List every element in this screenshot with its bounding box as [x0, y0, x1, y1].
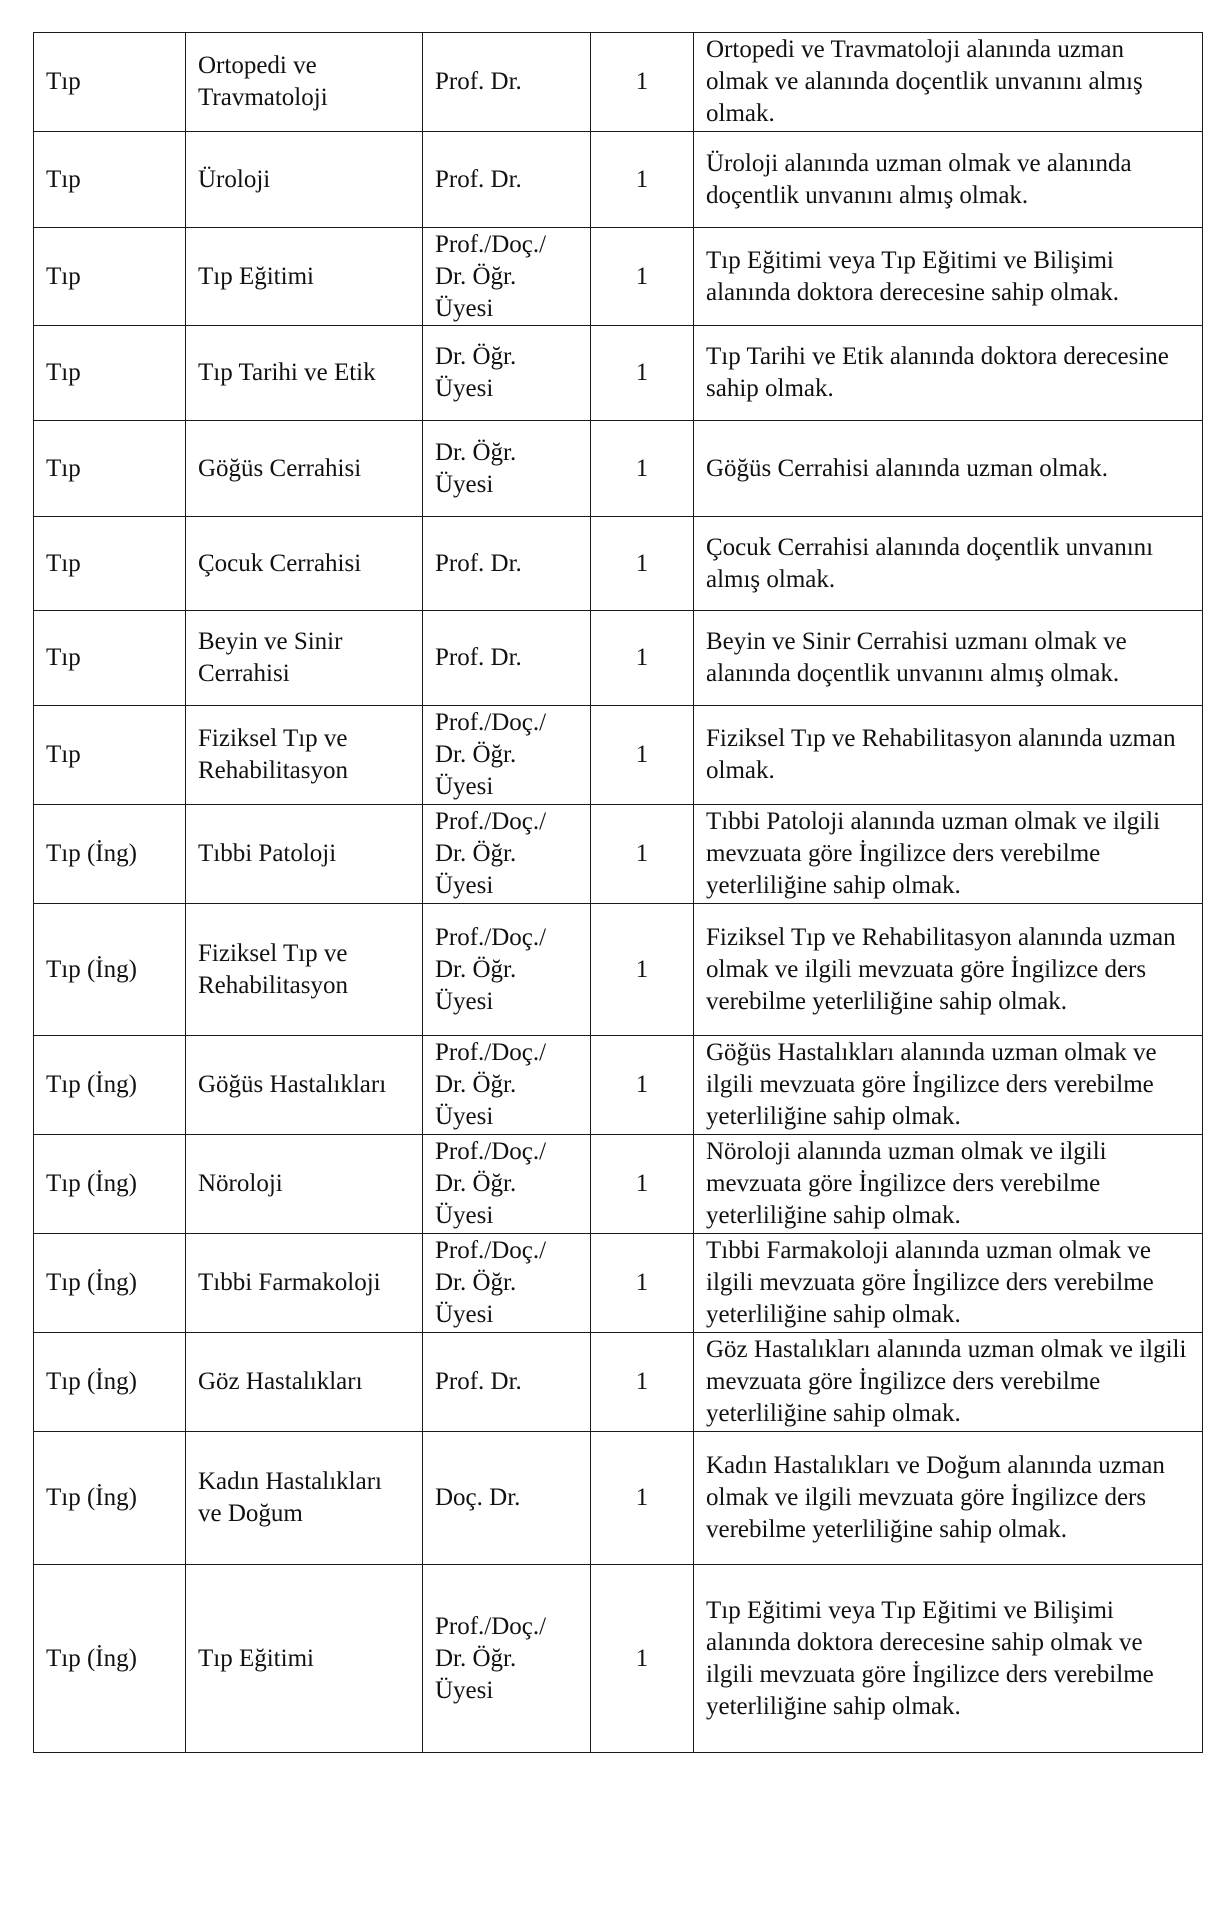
- faculty-cell: Tıp (İng): [34, 904, 186, 1036]
- title-cell: Prof./Doç./ Dr. Öğr. Üyesi: [423, 1565, 591, 1753]
- requirement-cell: Tıp Tarihi ve Etik alanında doktora derecesine sahip olmak.: [694, 326, 1203, 421]
- department-cell: Göğüs Cerrahisi: [186, 421, 423, 517]
- faculty-cell: Tıp (İng): [34, 1333, 186, 1432]
- table-row: [34, 805, 1203, 904]
- title-cell: Dr. Öğr. Üyesi: [423, 421, 591, 517]
- title-cell: Prof./Doç./ Dr. Öğr. Üyesi: [423, 228, 591, 326]
- count-cell: 1: [591, 326, 694, 421]
- positions-table: [33, 32, 1203, 1753]
- count-cell: 1: [591, 228, 694, 326]
- faculty-cell: Tıp (İng): [34, 805, 186, 904]
- count-cell: 1: [591, 517, 694, 611]
- department-cell: Tıbbi Patoloji: [186, 805, 423, 904]
- title-cell: Prof./Doç./ Dr. Öğr. Üyesi: [423, 1036, 591, 1135]
- faculty-cell: Tıp: [34, 706, 186, 805]
- faculty-cell: Tıp (İng): [34, 1234, 186, 1333]
- table-row: [34, 904, 1203, 1036]
- requirement-cell: Fiziksel Tıp ve Rehabilitasyon alanında uzman olmak ve ilgili mevzuata göre İngilizce ders verebilme yeterliliğine sahip olmak.: [694, 904, 1203, 1036]
- requirement-cell: Tıbbi Patoloji alanında uzman olmak ve ilgili mevzuata göre İngilizce ders verebilme yeterliliğine sahip olmak.: [694, 805, 1203, 904]
- department-cell: Fiziksel Tıp ve Rehabilitasyon: [186, 904, 423, 1036]
- count-cell: 1: [591, 1234, 694, 1333]
- requirement-cell: Nöroloji alanında uzman olmak ve ilgili mevzuata göre İngilizce ders verebilme yeterliliğine sahip olmak.: [694, 1135, 1203, 1234]
- table-row: [34, 132, 1203, 228]
- requirement-cell: Üroloji alanında uzman olmak ve alanında doçentlik unvanını almış olmak.: [694, 132, 1203, 228]
- table-row: [34, 1432, 1203, 1565]
- title-cell: Prof./Doç./ Dr. Öğr. Üyesi: [423, 805, 591, 904]
- department-cell: Çocuk Cerrahisi: [186, 517, 423, 611]
- faculty-cell: Tıp: [34, 132, 186, 228]
- requirement-cell: Kadın Hastalıkları ve Doğum alanında uzman olmak ve ilgili mevzuata göre İngilizce ders verebilme yeterliliğine sahip olmak.: [694, 1432, 1203, 1565]
- count-cell: 1: [591, 1432, 694, 1565]
- requirement-cell: Göğüs Cerrahisi alanında uzman olmak.: [694, 421, 1203, 517]
- title-cell: Prof./Doç./ Dr. Öğr. Üyesi: [423, 904, 591, 1036]
- faculty-cell: Tıp (İng): [34, 1565, 186, 1753]
- requirement-cell: Göz Hastalıkları alanında uzman olmak ve ilgili mevzuata göre İngilizce ders verebilme yeterliliğine sahip olmak.: [694, 1333, 1203, 1432]
- count-cell: 1: [591, 805, 694, 904]
- title-cell: Prof./Doç./ Dr. Öğr. Üyesi: [423, 1135, 591, 1234]
- faculty-cell: Tıp: [34, 228, 186, 326]
- table-row: [34, 1565, 1203, 1753]
- faculty-cell: Tıp: [34, 33, 186, 132]
- requirement-cell: Tıp Eğitimi veya Tıp Eğitimi ve Bilişimi alanında doktora derecesine sahip olmak ve ilgili mevzuata göre İngilizce ders verebilme yeterliliğine sahip olmak.: [694, 1565, 1203, 1753]
- count-cell: 1: [591, 421, 694, 517]
- table-row: [34, 1036, 1203, 1135]
- department-cell: Göz Hastalıkları: [186, 1333, 423, 1432]
- requirement-cell: Tıp Eğitimi veya Tıp Eğitimi ve Bilişimi alanında doktora derecesine sahip olmak.: [694, 228, 1203, 326]
- requirement-cell: Tıbbi Farmakoloji alanında uzman olmak ve ilgili mevzuata göre İngilizce ders verebilme yeterliliğine sahip olmak.: [694, 1234, 1203, 1333]
- requirement-cell: Fiziksel Tıp ve Rehabilitasyon alanında uzman olmak.: [694, 706, 1203, 805]
- table-row: [34, 1333, 1203, 1432]
- department-cell: Tıp Tarihi ve Etik: [186, 326, 423, 421]
- title-cell: Doç. Dr.: [423, 1432, 591, 1565]
- table-row: [34, 33, 1203, 132]
- faculty-cell: Tıp: [34, 611, 186, 706]
- count-cell: 1: [591, 132, 694, 228]
- count-cell: 1: [591, 904, 694, 1036]
- title-cell: Dr. Öğr. Üyesi: [423, 326, 591, 421]
- faculty-cell: Tıp: [34, 326, 186, 421]
- table-row: [34, 1135, 1203, 1234]
- department-cell: Beyin ve Sinir Cerrahisi: [186, 611, 423, 706]
- department-cell: Kadın Hastalıkları ve Doğum: [186, 1432, 423, 1565]
- count-cell: 1: [591, 1565, 694, 1753]
- title-cell: Prof./Doç./ Dr. Öğr. Üyesi: [423, 1234, 591, 1333]
- count-cell: 1: [591, 1135, 694, 1234]
- department-cell: Nöroloji: [186, 1135, 423, 1234]
- title-cell: Prof. Dr.: [423, 517, 591, 611]
- title-cell: Prof. Dr.: [423, 611, 591, 706]
- table-row: [34, 517, 1203, 611]
- faculty-cell: Tıp (İng): [34, 1036, 186, 1135]
- requirement-cell: Ortopedi ve Travmatoloji alanında uzman olmak ve alanında doçentlik unvanını almış olmak.: [694, 33, 1203, 132]
- title-cell: Prof./Doç./ Dr. Öğr. Üyesi: [423, 706, 591, 805]
- title-cell: Prof. Dr.: [423, 33, 591, 132]
- faculty-cell: Tıp (İng): [34, 1432, 186, 1565]
- department-cell: Ortopedi ve Travmatoloji: [186, 33, 423, 132]
- department-cell: Göğüs Hastalıkları: [186, 1036, 423, 1135]
- department-cell: Tıbbi Farmakoloji: [186, 1234, 423, 1333]
- title-cell: Prof. Dr.: [423, 1333, 591, 1432]
- table-row: [34, 1234, 1203, 1333]
- requirement-cell: Çocuk Cerrahisi alanında doçentlik unvanını almış olmak.: [694, 517, 1203, 611]
- count-cell: 1: [591, 706, 694, 805]
- department-cell: Tıp Eğitimi: [186, 228, 423, 326]
- count-cell: 1: [591, 1036, 694, 1135]
- count-cell: 1: [591, 1333, 694, 1432]
- count-cell: 1: [591, 611, 694, 706]
- department-cell: Üroloji: [186, 132, 423, 228]
- department-cell: Fiziksel Tıp ve Rehabilitasyon: [186, 706, 423, 805]
- department-cell: Tıp Eğitimi: [186, 1565, 423, 1753]
- count-cell: 1: [591, 33, 694, 132]
- faculty-cell: Tıp: [34, 421, 186, 517]
- table-row: [34, 706, 1203, 805]
- faculty-cell: Tıp: [34, 517, 186, 611]
- faculty-cell: Tıp (İng): [34, 1135, 186, 1234]
- table-row: [34, 611, 1203, 706]
- title-cell: Prof. Dr.: [423, 132, 591, 228]
- requirement-cell: Beyin ve Sinir Cerrahisi uzmanı olmak ve alanında doçentlik unvanını almış olmak.: [694, 611, 1203, 706]
- requirement-cell: Göğüs Hastalıkları alanında uzman olmak ve ilgili mevzuata göre İngilizce ders verebilme yeterliliğine sahip olmak.: [694, 1036, 1203, 1135]
- table-row: [34, 326, 1203, 421]
- table-row: [34, 421, 1203, 517]
- table-row: [34, 228, 1203, 326]
